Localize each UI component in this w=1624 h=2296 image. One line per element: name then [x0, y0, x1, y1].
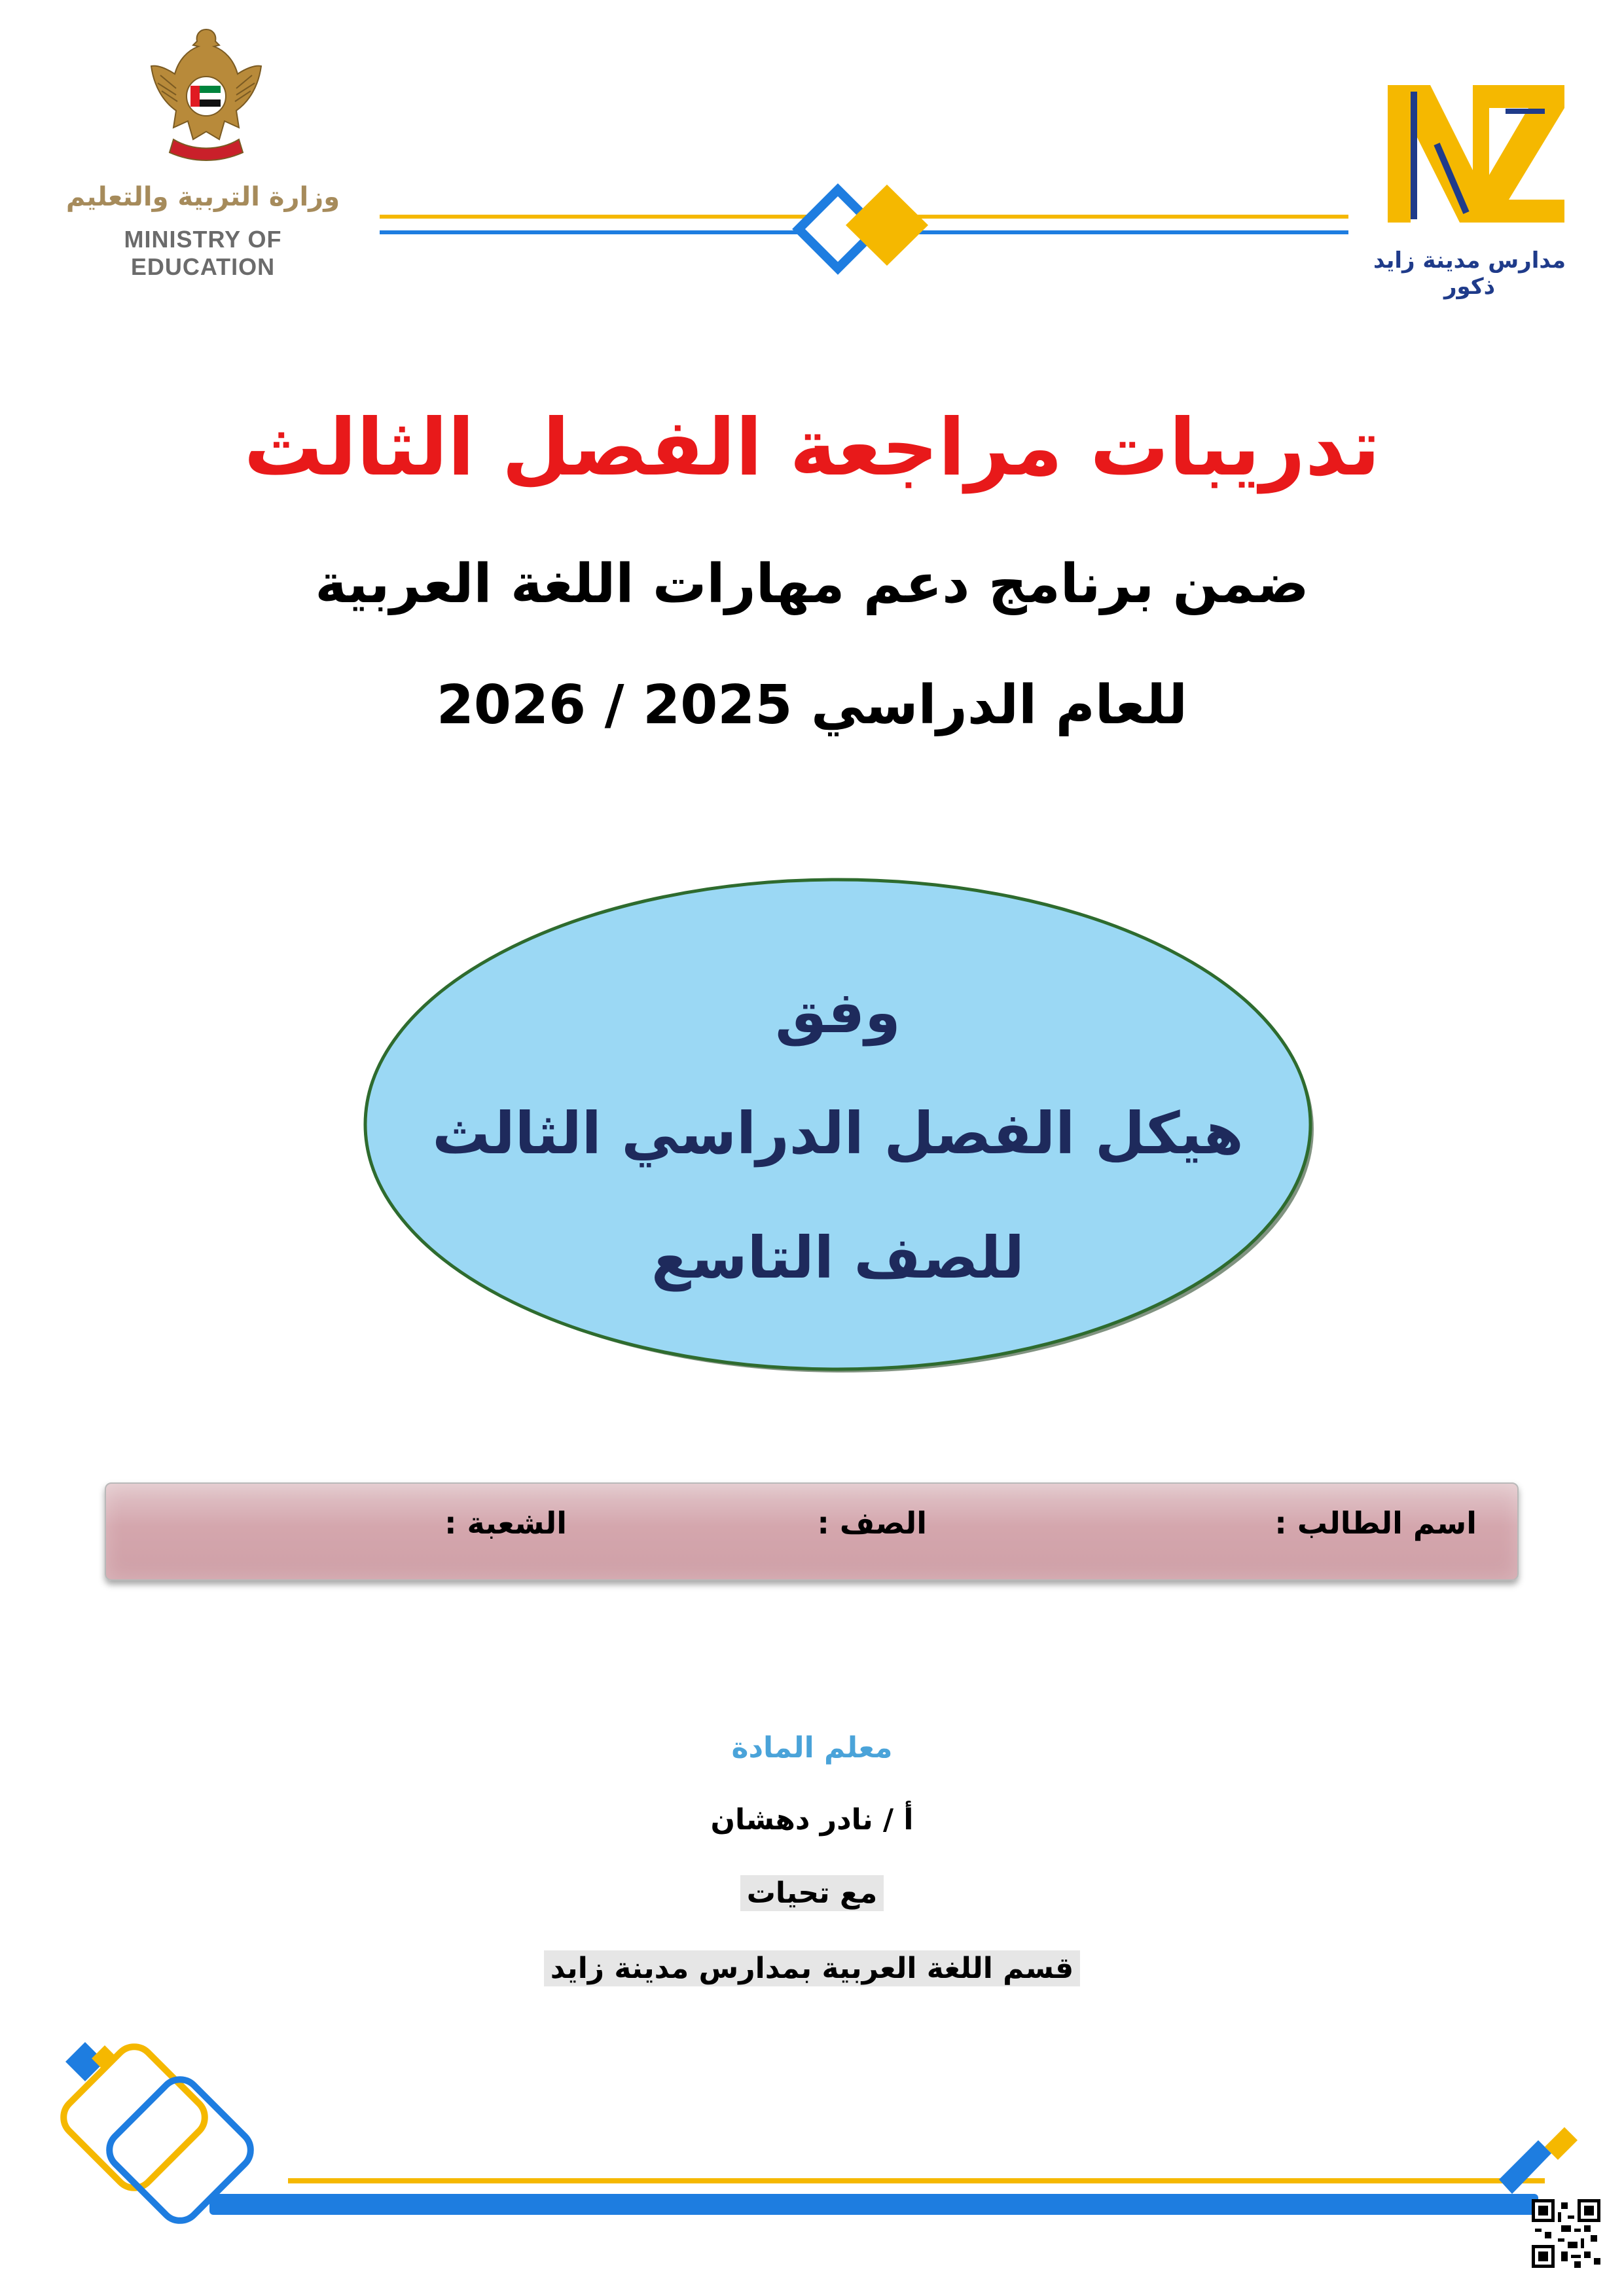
school-nz-logo-icon	[1375, 72, 1571, 242]
ellipse-line-grade: للصف التاسع	[651, 1224, 1024, 1291]
greeting-line	[0, 1875, 1624, 1911]
department-line	[0, 1950, 1624, 1986]
department-text: قسم اللغة العربية بمدارس مدينة زايد	[544, 1950, 1080, 1986]
footer-decoration	[39, 2022, 1610, 2238]
academic-year: للعام الدراسي 2025 / 2026	[436, 674, 1188, 736]
qr-code-icon	[1532, 2199, 1600, 2268]
ministry-arabic-name: وزارة التربية والتعليم	[65, 182, 340, 212]
ellipse-line-according: وفق	[775, 978, 901, 1046]
school-logo-caption: مدارس مدينة زايد ذكور	[1373, 247, 1566, 300]
page-title: تدريبات مراجعة الفصل الثالث	[244, 403, 1380, 493]
subject-teacher-heading: معلم المادة	[731, 1731, 893, 1765]
student-name-label: اسم الطالب :	[1274, 1505, 1477, 1541]
greeting-text: مع تحيات	[740, 1875, 884, 1911]
program-subtitle: ضمن برنامج دعم مهارات اللغة العربية	[315, 553, 1309, 615]
ellipse-line-structure: هيكل الفصل الدراسي الثالث	[432, 1100, 1244, 1167]
uae-falcon-emblem-icon	[147, 23, 265, 164]
class-label: الصف :	[817, 1505, 927, 1541]
ministry-english-name: MINISTRY OF EDUCATION	[124, 226, 282, 280]
header-decorative-line	[380, 177, 1362, 281]
teacher-name: أ / نادر دهشان	[710, 1803, 914, 1837]
section-label: الشعبة :	[444, 1505, 567, 1541]
